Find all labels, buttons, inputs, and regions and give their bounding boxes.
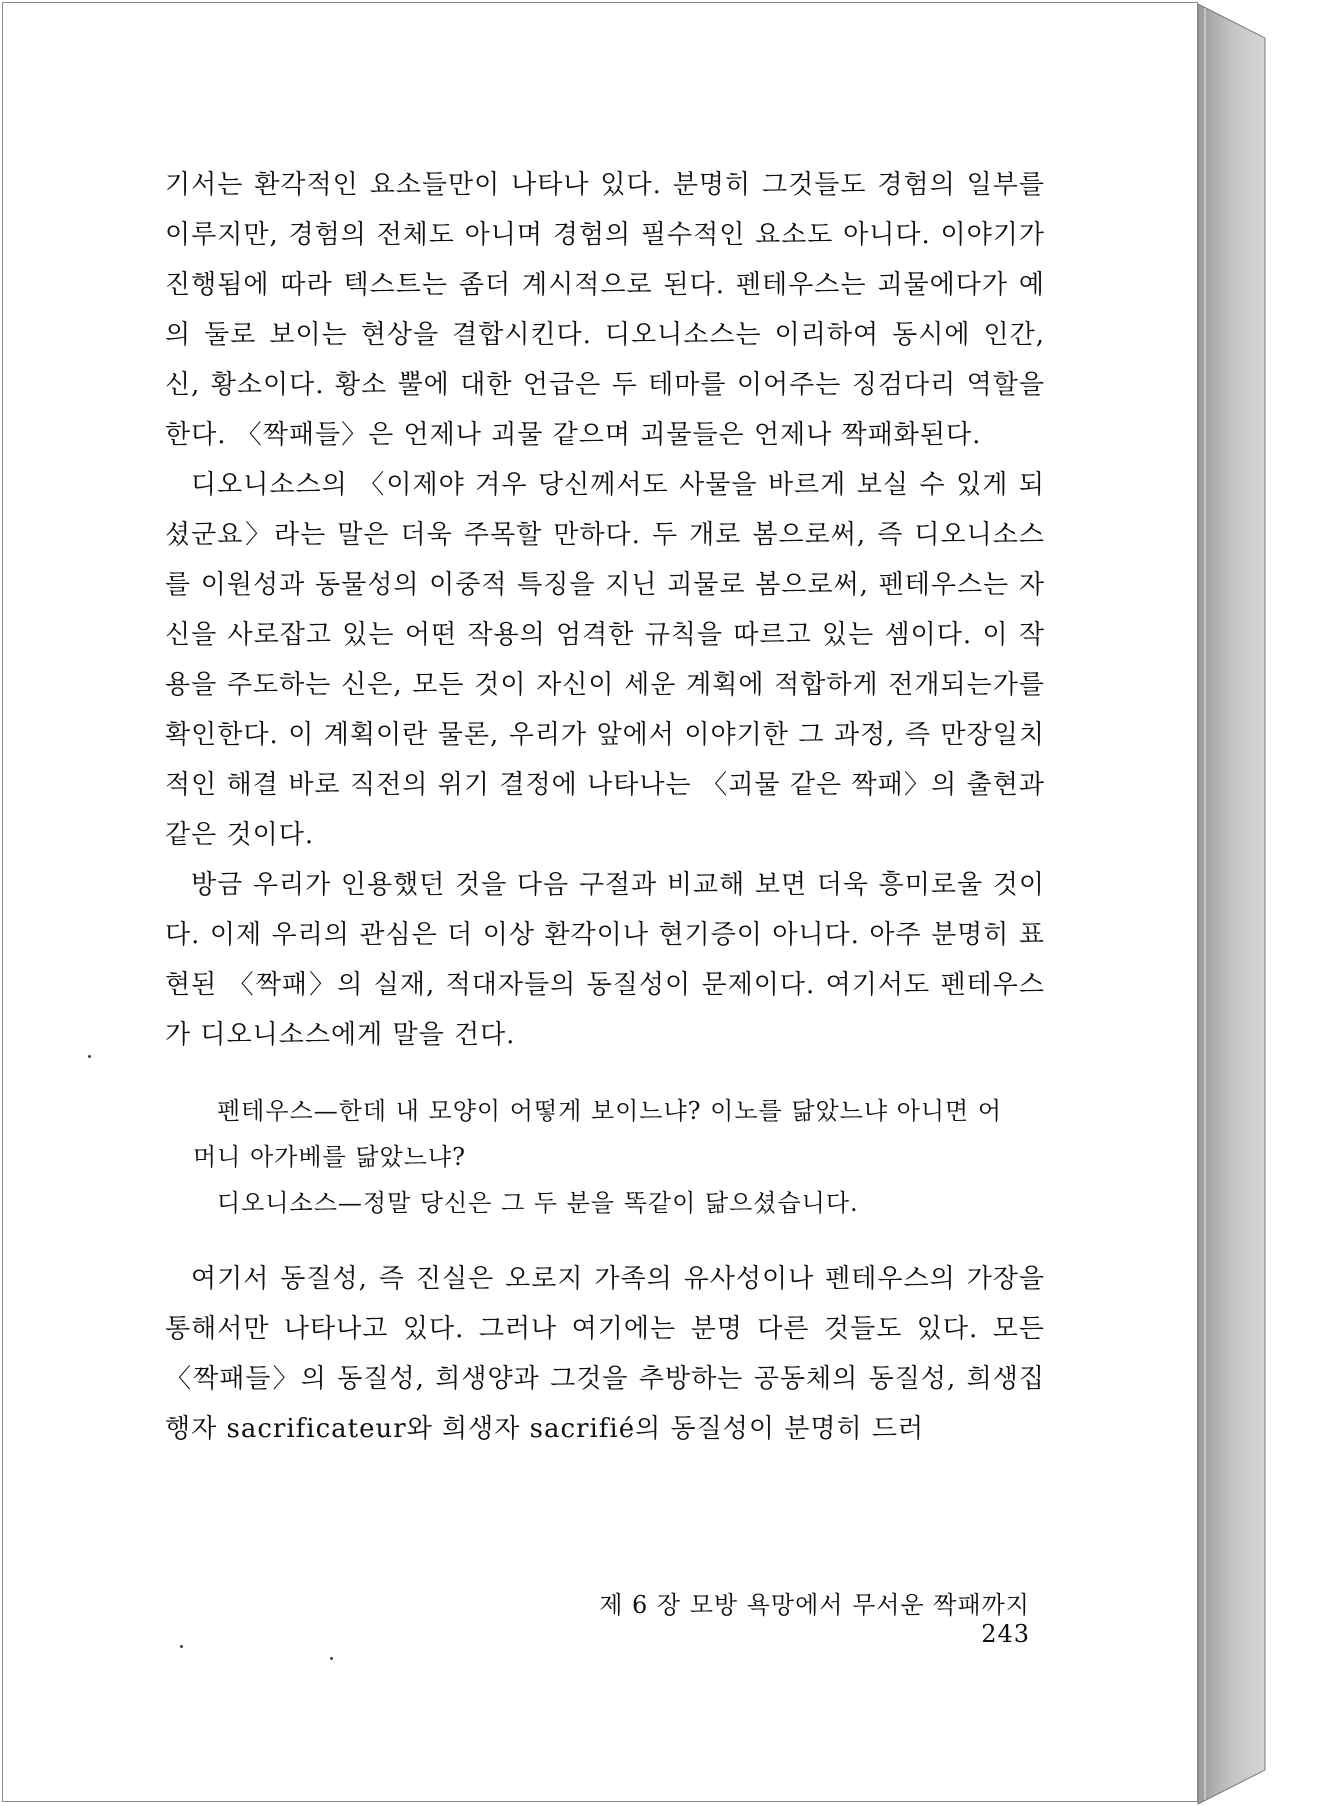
paragraph: 여기서 동질성, 즉 진실은 오로지 가족의 유사성이나 펜테우스의 가장을 통해서만 나타나고 있다. 그러나 여기에는 분명 다른 것들도 있다. 모든 〈짝패들〉의 동질성, 희생양과 그것을 추방하는 공동체의 동질성, 희생집행자 sacrificateur와 희생자 sacrifié의 동질성이 분명히 드러	[165, 1264, 1045, 1444]
scan-speck	[88, 1055, 91, 1058]
quote-line: 머니 아가베를 닮았느냐?	[193, 1143, 466, 1171]
scan-speck	[330, 1657, 333, 1660]
paragraph: 기서는 환각적인 요소들만이 나타나 있다. 분명히 그것들도 경험의 일부를 이루지만, 경험의 전체도 아니며 경험의 필수적인 요소도 아니다. 이야기가 진행됨에 따라 텍스트는 좀더 계시적으로 된다. 펜테우스는 괴물에다가 예의 둘로 보이는 현상을 결합시킨다. 디오니소스는 이리하여 동시에 인간, 신, 황소이다. 황소 뿔에 대한 언급은 두 테마를 이어주는 징검다리 역할을 한다. 〈짝패들〉은 언제나 괴물 같으며 괴물들은 언제나 짝패화된다.	[165, 170, 1045, 450]
scan-speck	[180, 1645, 183, 1648]
block-quote	[165, 1088, 1045, 1226]
body-text	[165, 160, 1045, 1454]
quote-line: 펜테우스—한데 내 모양이 어떻게 보이느냐? 이노를 닮았느냐 아니면 어	[217, 1097, 1003, 1125]
chapter-title: 제 6 장 모방 욕망에서 무서운 짝패까지	[599, 1591, 1030, 1619]
page-number: 243	[981, 1620, 1030, 1648]
running-footer	[530, 1585, 1030, 1648]
quote-line: 디오니소스—정말 당신은 그 두 분을 똑같이 닮으셨습니다.	[217, 1189, 859, 1217]
paragraph: 디오니소스의 〈이제야 겨우 당신께서도 사물을 바르게 보실 수 있게 되셨군요〉라는 말은 더욱 주목할 만하다. 두 개로 봄으로써, 즉 디오니소스를 이원성과 동물성의 이중적 특징을 지닌 괴물로 봄으로써, 펜테우스는 자신을 사로잡고 있는 어떤 작용의 엄격한 규칙을 따르고 있는 셈이다. 이 작용을 주도하는 신은, 모든 것이 자신이 세운 계획에 적합하게 전개되는가를 확인한다. 이 계획이란 물론, 우리가 앞에서 이야기한 그 과정, 즉 만장일치적인 해결 바로 직전의 위기 결정에 나타나는 〈괴물 같은 짝패〉의 출현과 같은 것이다.	[165, 470, 1045, 850]
paragraph: 방금 우리가 인용했던 것을 다음 구절과 비교해 보면 더욱 흥미로울 것이다. 이제 우리의 관심은 더 이상 환각이나 현기증이 아니다. 아주 분명히 표현된 〈짝패〉의 실재, 적대자들의 동질성이 문제이다. 여기서도 펜테우스가 디오니소스에게 말을 건다.	[165, 870, 1045, 1050]
